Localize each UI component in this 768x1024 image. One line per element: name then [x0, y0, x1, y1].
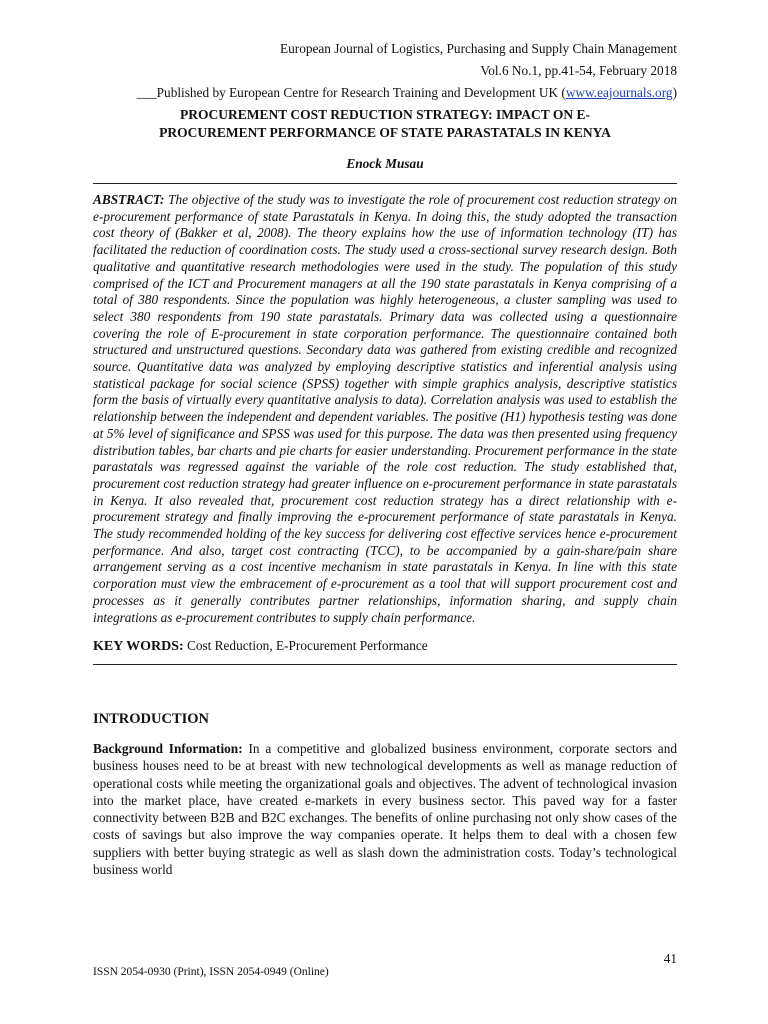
- page-number: 41: [663, 951, 677, 966]
- title-line-2: PROCUREMENT PERFORMANCE OF STATE PARASTATALS IN KENYA: [159, 125, 611, 140]
- background-paragraph: [93, 740, 677, 878]
- issn-footer: ISSN 2054-0930 (Print), ISSN 2054-0949 (Online): [93, 966, 329, 978]
- top-rule: [93, 183, 677, 184]
- background-label: Background Information:: [93, 741, 243, 757]
- abstract: [93, 192, 677, 626]
- bottom-rule: [93, 664, 677, 665]
- journal-name: European Journal of Logistics, Purchasing and Supply Chain Management: [280, 41, 677, 56]
- abstract-text: The objective of the study was to investigate the role of procurement cost reduction strategy on e-procurement performance of state Parastatals in Kenya. In doing this, the study adopted the transaction cost theory of (Bakker et al, 2008). The theory explains how the use of information technology (IT) has facilitated the reduction of coordination costs. The study used a cross-sectional survey research design. Both qualitative and quantitative research methodologies were used in the study. The population of this study comprised of the ICT and Procurement managers at all the 190 state parastatals in Kenya comprising of a total of 380 respondents. Since the population was highly heterogeneous, a cluster sampling was used to select 380 respondents from 190 state parastatals. Primary data was collected using a questionnaire covering the role of E-procurement in state corporation performance. The questionnaire contained both structured and unstructured questions. Secondary data was gathered from existing credible and recognized source. Quantitative data was analyzed by employing descriptive statistics and inferential analysis using statistical package for social science (SPSS) together with simple graphics analysis, descriptive statistics form the basis of virtually every quantitative analysis to data). Correlation analysis was used to establish the relationship between the independent and dependent variables. The positive (H1) hypothesis testing was done at 5% level of significance and SPSS was used for this purpose. The data was then presented using frequency distribution tables, bar charts and pie charts for easier understanding. Procurement performance in the state parastatals was regressed against the variable of the role cost reduction. The study established that, procurement cost reduction strategy had greater influence on e-procurement performance in state parastatals in Kenya. It also revealed that, procurement cost reduction strategy has a direct relationship with e-procurement strategy and finally improving the e-procurement performance of state parastatals in Kenya. The study recommended holding of the key success for delivering cost effective services hence e-procurement performance. And also, target cost contracting (TCC), to be accompanied by a gain-share/pain share arrangement serving as a cost incentive mechanism in state parastatals in Kenya. In line with this state corporation must view the embracement of e-procurement as a tool that will support procurement cost and processes as it generally contributes partner relationships, information sharing, and supply chain integrations as e-procurement contributes to supply chain performance.: [93, 192, 677, 625]
- publisher-suffix: ): [672, 85, 677, 100]
- abstract-label: ABSTRACT:: [93, 192, 165, 207]
- publisher-line: [93, 82, 677, 104]
- publisher-text: ___Published by European Centre for Research Training and Development UK (: [136, 85, 566, 100]
- keywords: [93, 638, 677, 655]
- article-page: [93, 38, 677, 891]
- volume-info: Vol.6 No.1, pp.41-54, February 2018: [480, 63, 677, 78]
- journal-website-link[interactable]: www.eajournals.org: [565, 85, 673, 100]
- keywords-label: KEY WORDS:: [93, 639, 184, 655]
- article-title: [93, 106, 677, 142]
- keywords-text: Cost Reduction, E-Procurement Performance: [183, 638, 428, 654]
- author-name: Enock Musau: [346, 156, 424, 171]
- title-line-1: PROCUREMENT COST REDUCTION STRATEGY: IMPACT ON E-: [179, 107, 591, 122]
- introduction-heading: INTRODUCTION: [93, 711, 210, 728]
- background-text: In a competitive and globalized business environment, corporate sectors and business houses need to be at breast with new technological developments as well as manage reduction of operational costs while meeting the organizational goals and objectives. The advent of technological invasion into the market place, have created e-markets in every business sector. This paved way for a faster connectivity between B2B and B2C exchanges. The benefits of online purchasing not only show cases of the costs of savings but also improve the way companies operate. It helps them to deal with a chosen few suppliers with better buying strategic as well as slash down the administration costs. Today’s technological business world: [93, 741, 677, 877]
